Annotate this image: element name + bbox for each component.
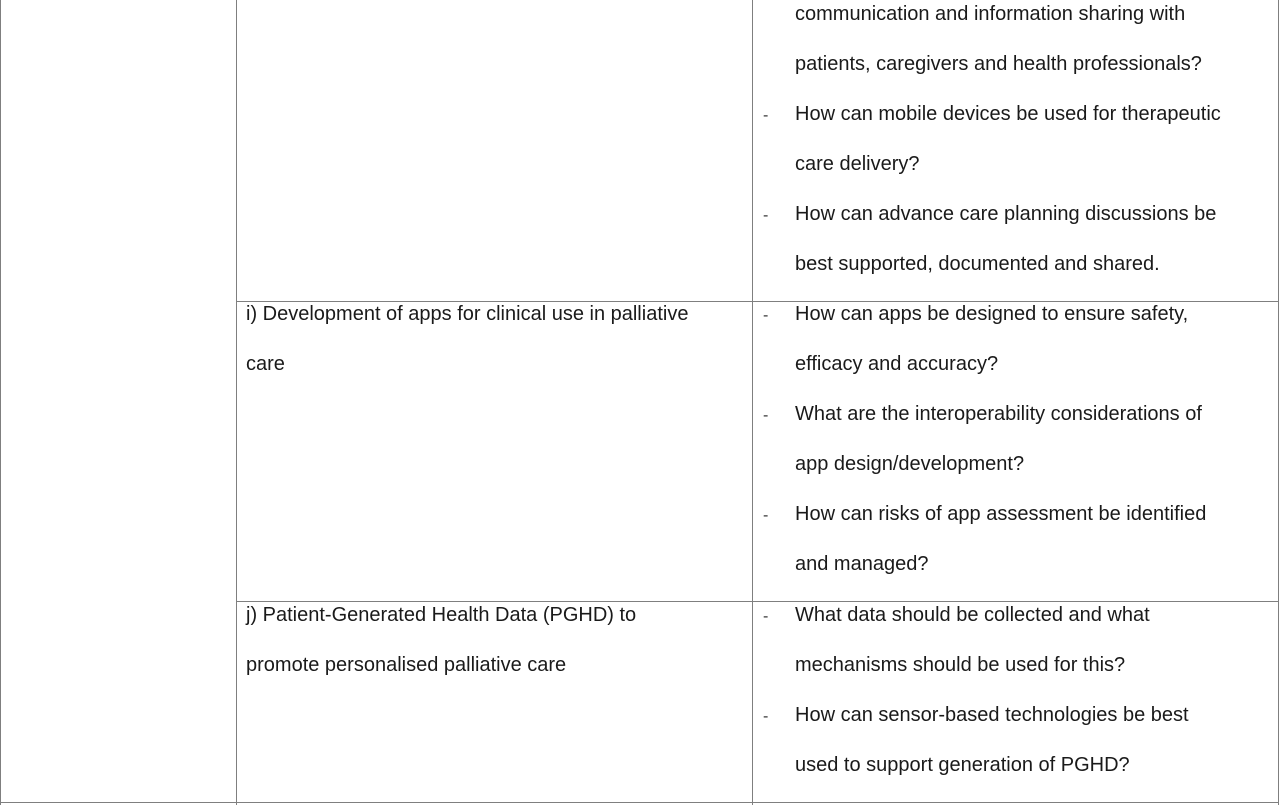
question-line: efficacy and accuracy? xyxy=(795,353,999,375)
bullet-dash: - xyxy=(763,407,769,424)
topic-line: i) Development of apps for clinical use in palliative xyxy=(246,303,689,325)
question-line: How can advance care planning discussions be xyxy=(795,203,1217,225)
column-divider-1 xyxy=(236,0,237,805)
bullet-dash: - xyxy=(763,307,769,324)
bullet-dash: - xyxy=(763,207,769,224)
bullet-dash: - xyxy=(763,107,769,124)
question-line: best supported, documented and shared. xyxy=(795,253,1160,275)
question-line: What data should be collected and what xyxy=(795,604,1150,626)
question-line: How can apps be designed to ensure safety, xyxy=(795,303,1189,325)
topic-line: care xyxy=(246,353,285,375)
bullet-dash: - xyxy=(763,507,769,524)
question-line: patients, caregivers and health professionals? xyxy=(795,53,1202,75)
topic-line: promote personalised palliative care xyxy=(246,654,567,676)
question-line: How can risks of app assessment be identified xyxy=(795,503,1207,525)
table-border-left xyxy=(0,0,1,805)
question-line: and managed? xyxy=(795,553,929,575)
bullet-dash: - xyxy=(763,708,769,725)
table-border-bottom xyxy=(0,802,1279,803)
question-line: mechanisms should be used for this? xyxy=(795,654,1126,676)
question-line: communication and information sharing with xyxy=(795,3,1186,25)
topic-line: j) Patient-Generated Health Data (PGHD) to xyxy=(246,604,637,626)
bullet-dash: - xyxy=(763,608,769,625)
table-border-right xyxy=(1278,0,1279,805)
question-line: care delivery? xyxy=(795,153,920,175)
question-line: used to support generation of PGHD? xyxy=(795,754,1130,776)
question-line: How can mobile devices be used for therapeutic xyxy=(795,103,1221,125)
question-line: What are the interoperability considerations of xyxy=(795,403,1202,425)
question-line: app design/development? xyxy=(795,453,1025,475)
question-line: How can sensor-based technologies be best xyxy=(795,704,1189,726)
column-divider-2 xyxy=(752,0,753,805)
